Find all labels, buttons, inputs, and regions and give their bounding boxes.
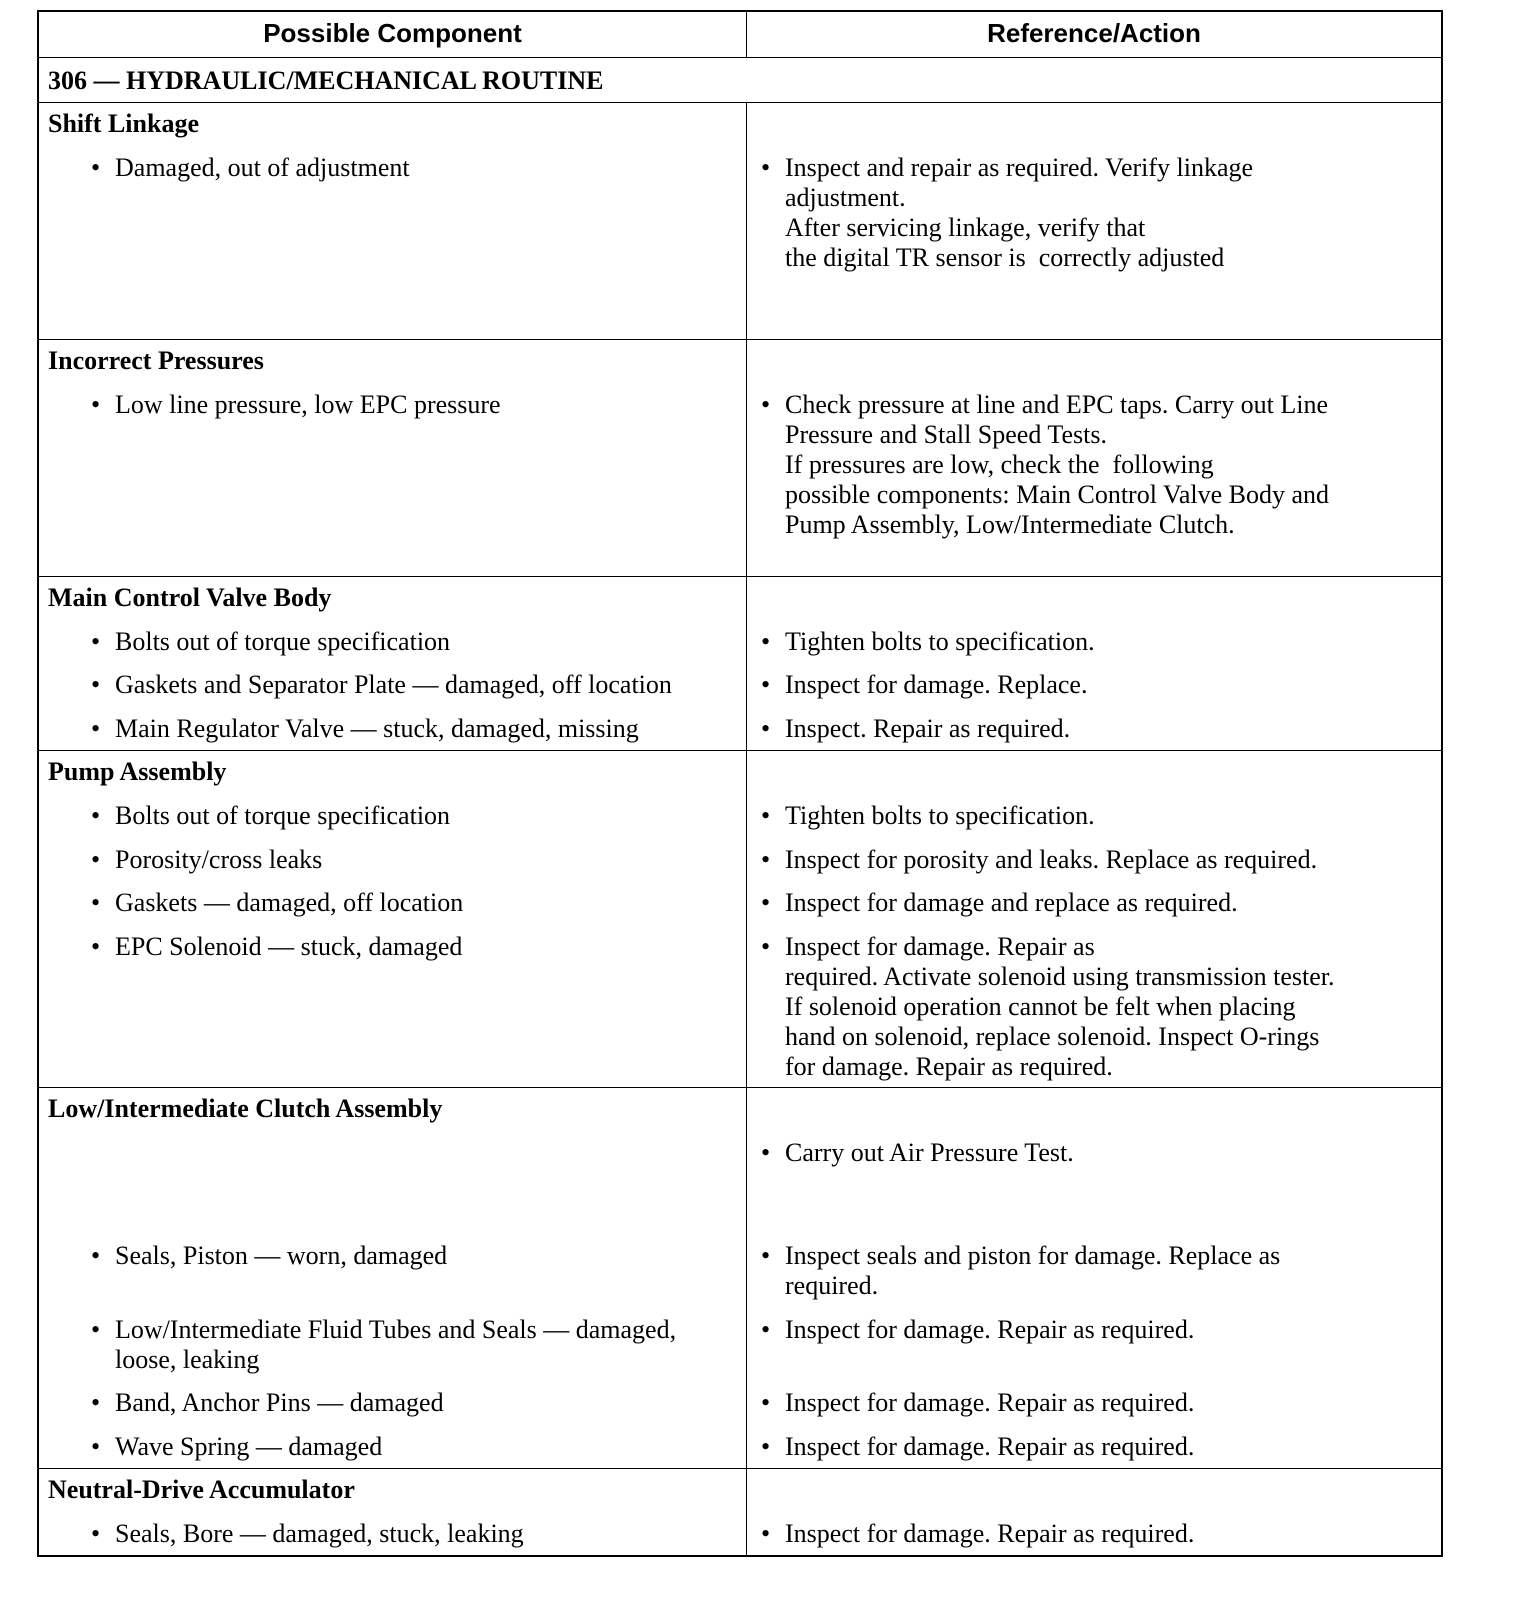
action-item: • Carry out Air Pressure Test. [761, 1138, 1074, 1167]
table-header [39, 12, 1441, 57]
action-item: • Inspect seals and piston for damage. Replace as required. [761, 1241, 1281, 1300]
section-title: Low/Intermediate Clutch Assembly [48, 1094, 443, 1123]
section-title: Incorrect Pressures [48, 346, 264, 375]
component-item: • Bolts out of torque specification [91, 627, 451, 656]
action-item: • Inspect for damage and replace as required. [761, 888, 1238, 917]
action-item: • Inspect for damage. Repair as required. [761, 1432, 1195, 1461]
section-title: Shift Linkage [48, 109, 199, 138]
action-item: • Inspect for damage. Repair as required. [761, 1315, 1195, 1344]
section-title: Main Control Valve Body [48, 583, 332, 612]
action-item: • Inspect for damage. Repair as required. [761, 1519, 1195, 1548]
section-main-control-valve-body [39, 576, 1441, 750]
action-item: • Inspect for damage. Repair as required. Activate solenoid using transmission tester. If solenoid operation cannot be felt when placing hand on solenoid, replace solenoid. Inspect O-rings for damage. Repair as required. [761, 932, 1335, 1081]
action-item: • Inspect for damage. Replace. [761, 670, 1088, 699]
component-item: • Low line pressure, low EPC pressure [91, 390, 501, 419]
component-item: • Porosity/cross leaks [91, 845, 323, 874]
section-shift-linkage [39, 102, 1441, 339]
action-item: • Inspect for damage. Repair as required. [761, 1388, 1195, 1417]
action-item: • Inspect for porosity and leaks. Replace as required. [761, 845, 1318, 874]
action-item: • Inspect and repair as required. Verify linkage adjustment. After servicing linkage, verify that the digital TR sensor is correctly adjusted [761, 153, 1254, 272]
section-title: Pump Assembly [48, 757, 227, 786]
component-item: • Gaskets — damaged, off location [91, 888, 464, 917]
action-item: • Tighten bolts to specification. [761, 627, 1095, 656]
component-item: • Damaged, out of adjustment [91, 153, 410, 182]
diagnostic-table [37, 10, 1443, 1557]
component-item: • Bolts out of torque specification [91, 801, 451, 830]
column-header-component: Possible Component [39, 12, 747, 57]
component-item: • Wave Spring — damaged [91, 1432, 383, 1461]
action-item: • Check pressure at line and EPC taps. Carry out Line Pressure and Stall Speed Tests. If pressures are low, check the following possible components: Main Control Valve Body and Pump Assembly, Low/Intermediate Clutch. [761, 390, 1330, 539]
component-item: • Seals, Bore — damaged, stuck, leaking [91, 1519, 524, 1548]
column-header-action: Reference/Action [987, 18, 1201, 48]
routine-row [39, 57, 1441, 102]
component-item: • EPC Solenoid — stuck, damaged [91, 932, 463, 961]
component-item: • Main Regulator Valve — stuck, damaged, missing [91, 714, 639, 743]
action-item: • Inspect. Repair as required. [761, 714, 1071, 743]
component-item: • Band, Anchor Pins — damaged [91, 1388, 444, 1417]
section-neutral-drive-accumulator [39, 1468, 1441, 1555]
routine-title: 306 — HYDRAULIC/MECHANICAL ROUTINE [48, 66, 604, 95]
action-item: • Tighten bolts to specification. [761, 801, 1095, 830]
section-pump-assembly [39, 750, 1441, 1087]
component-item: • Seals, Piston — worn, damaged [91, 1241, 448, 1270]
section-low-intermediate-clutch [39, 1087, 1441, 1468]
section-title: Neutral-Drive Accumulator [48, 1475, 355, 1504]
section-incorrect-pressures [39, 339, 1441, 576]
component-item: • Low/Intermediate Fluid Tubes and Seals — damaged, loose, leaking [91, 1315, 677, 1374]
component-item: • Gaskets and Separator Plate — damaged, off location [91, 670, 672, 699]
